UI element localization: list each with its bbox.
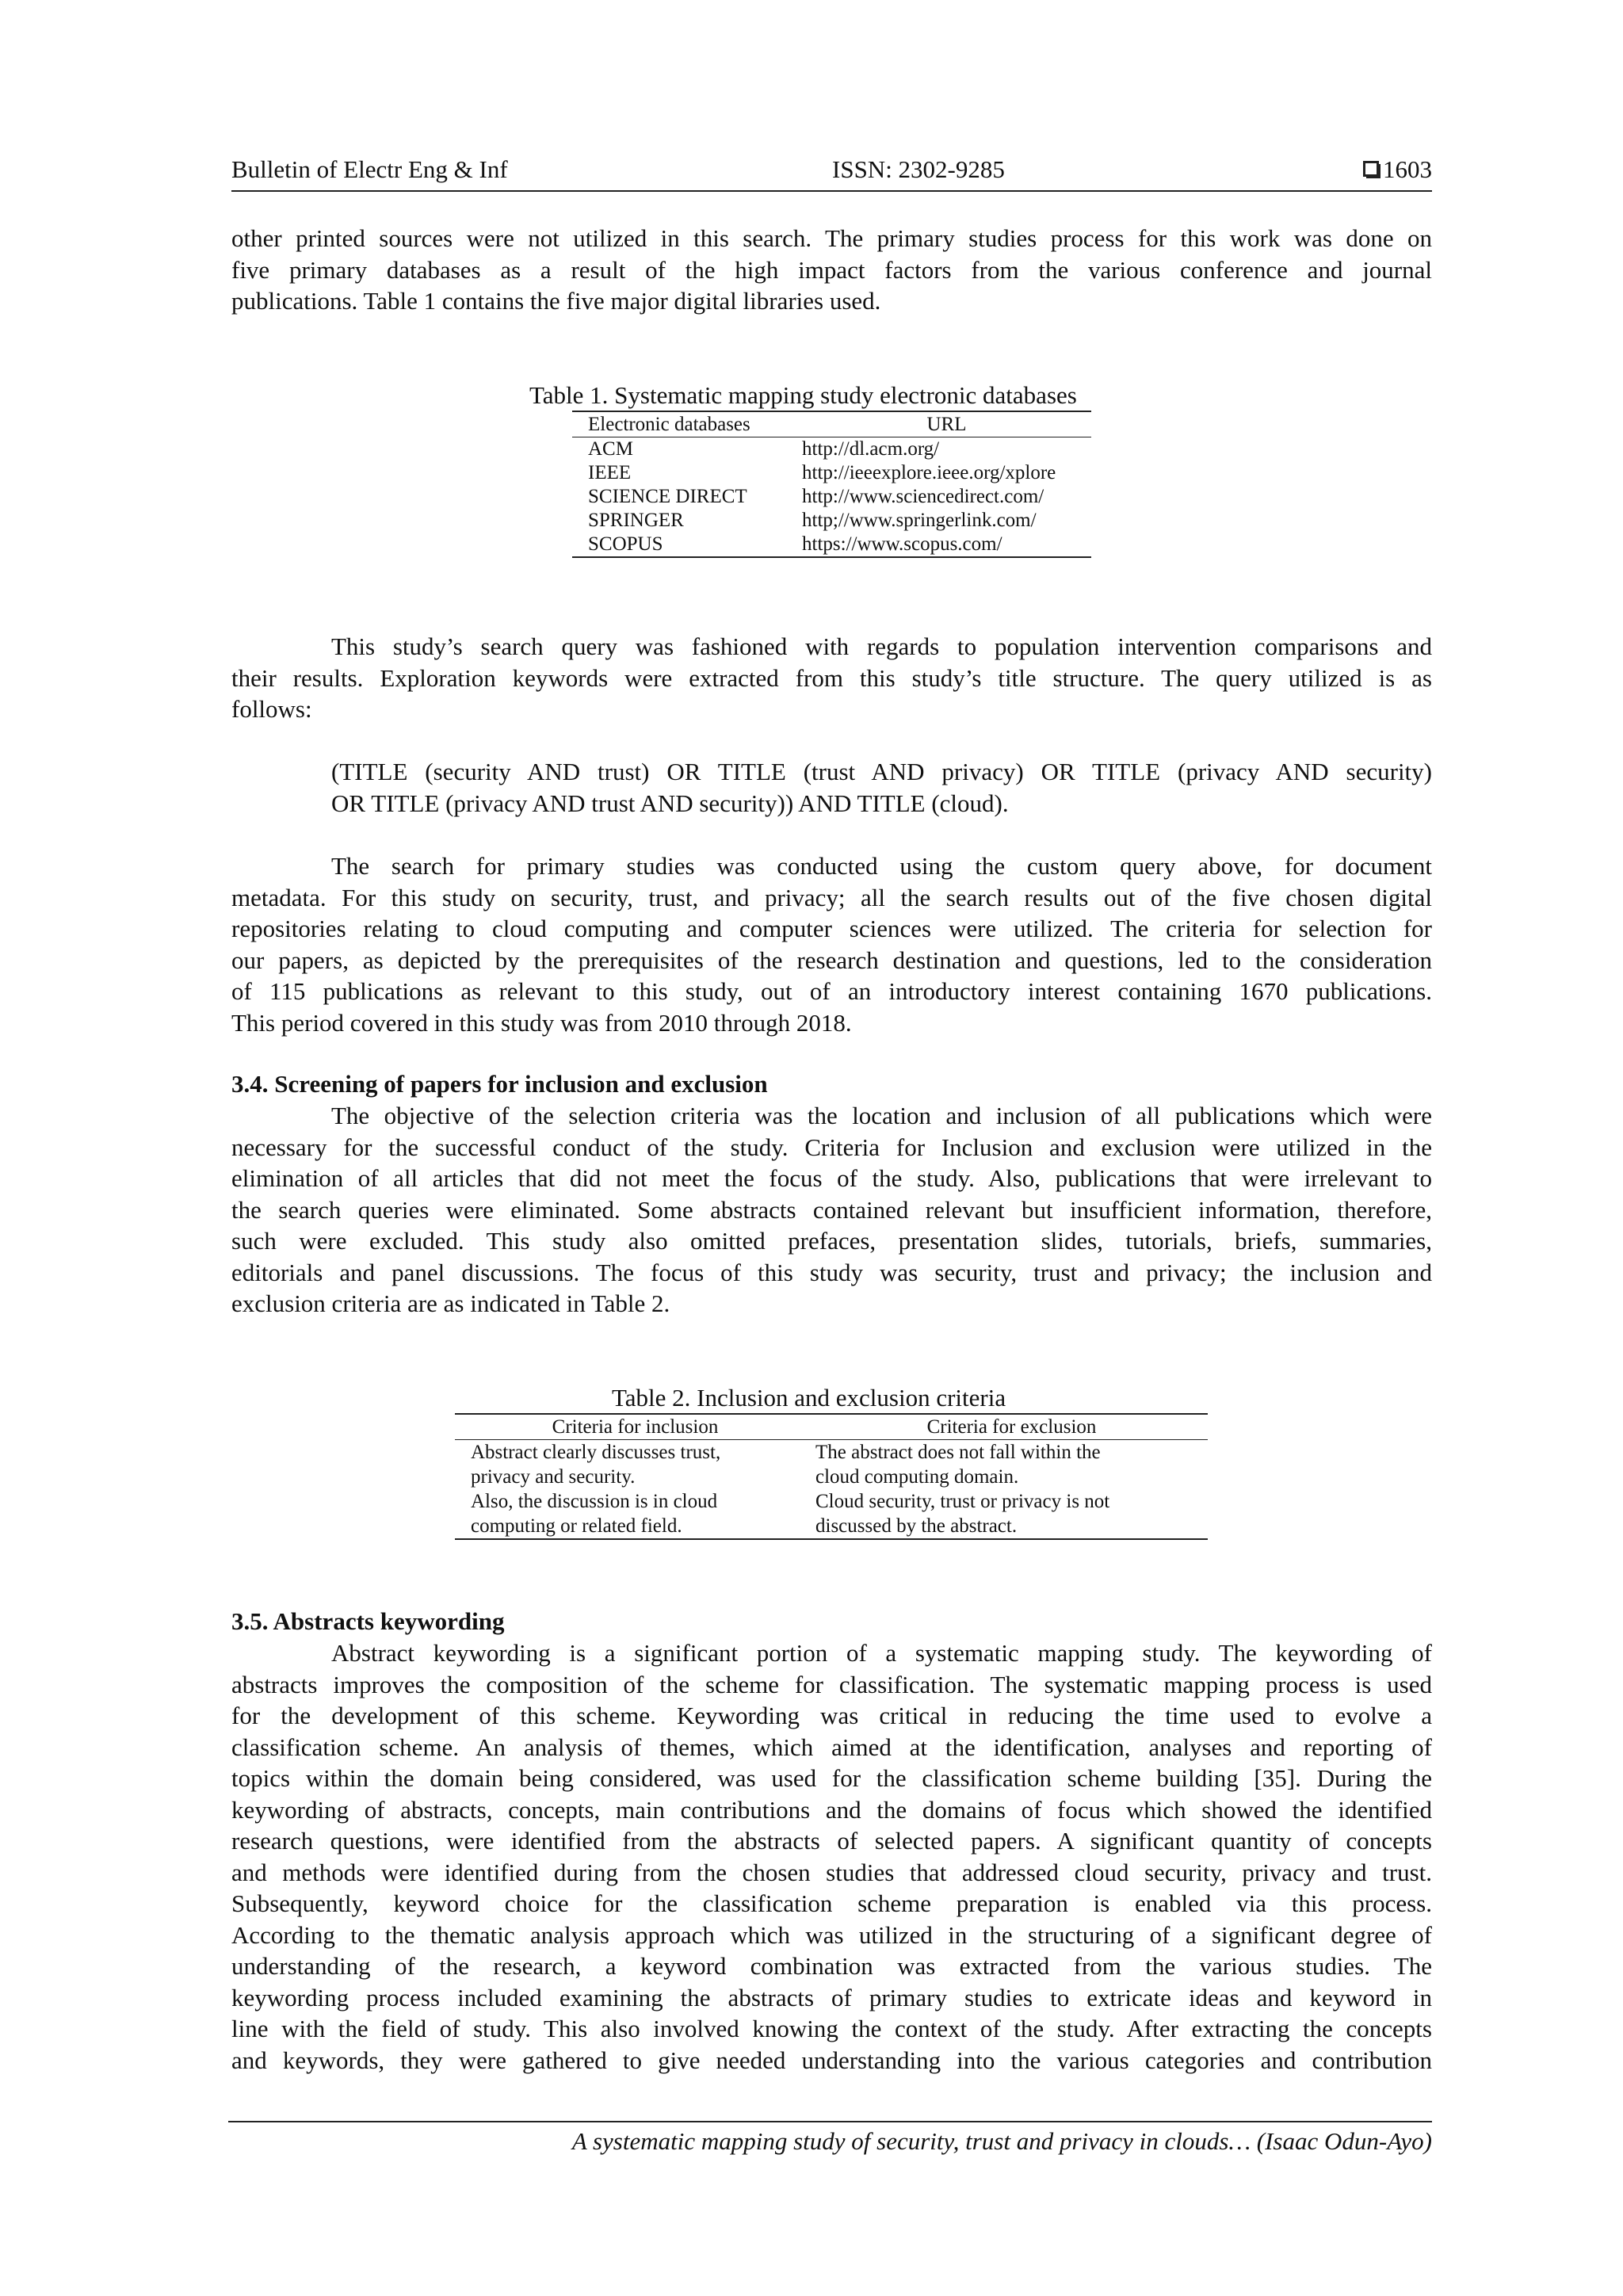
table-row — [572, 461, 1091, 485]
table-row — [455, 1465, 1208, 1489]
table-cell: Also, the discussion is in cloud — [471, 1491, 718, 1512]
table-row — [455, 1489, 1208, 1514]
text-line: understanding of the research, a keyword combination was extracted from the various studies. The — [231, 1952, 1432, 1980]
search-paragraph — [231, 850, 1432, 1038]
text-line: for the development of this scheme. Keywording was critical in reducing the time used to evolve a — [231, 1702, 1432, 1729]
table1 — [572, 411, 1091, 558]
text-line: topics within the domain being considered, was used for the classification scheme building [35]. During the — [231, 1764, 1432, 1792]
section-heading-3-5: 3.5. Abstracts keywording — [231, 1607, 505, 1635]
intro-paragraph — [231, 223, 1432, 317]
table-cell: Abstract clearly discusses trust, — [471, 1442, 721, 1463]
text-line: follows: — [231, 695, 312, 723]
query-line: (TITLE (security AND trust) OR TITLE (trust AND privacy) OR TITLE (privacy AND security) — [331, 758, 1432, 785]
table-cell: http://www.sciencedirect.com/ — [802, 486, 1044, 507]
text-line: Abstract keywording is a significant portion of a systematic mapping study. The keywording of — [331, 1639, 1432, 1667]
text-line: of 115 publications as relevant to this study, out of an introductory interest containing 1670 publications. — [231, 977, 1432, 1005]
text-line: five primary databases as a result of the high impact factors from the various conference and journal — [231, 255, 1432, 284]
section-heading-3-4: 3.4. Screening of papers for inclusion and exclusion — [231, 1070, 768, 1098]
search-query — [331, 756, 1432, 819]
query-line: OR TITLE (privacy AND trust AND security)) AND TITLE (cloud). — [331, 789, 1009, 817]
section-3-5-body — [231, 1637, 1432, 2076]
table-cell: privacy and security. — [471, 1466, 636, 1488]
table-header-row — [572, 411, 1091, 437]
table1-caption: Table 1. Systematic mapping study electronic databases — [529, 381, 1077, 409]
table-row — [572, 509, 1091, 533]
text-line: classification scheme. An analysis of themes, which aimed at the identification, analyses and reporting of — [231, 1733, 1432, 1761]
table-row — [572, 485, 1091, 509]
text-line: the search queries were eliminated. Some abstracts contained relevant but insufficient information, therefore, — [231, 1195, 1432, 1224]
table-cell: The abstract does not fall within the — [815, 1442, 1101, 1463]
page-number: 1603 — [1383, 155, 1432, 183]
text-line: such were excluded. This study also omitted prefaces, presentation slides, tutorials, briefs, summaries, — [231, 1227, 1432, 1255]
table-row — [455, 1440, 1208, 1465]
table-cell: https://www.scopus.com/ — [802, 533, 1002, 555]
table-row — [455, 1514, 1208, 1539]
section-3-4-body — [231, 1100, 1432, 1320]
table-row — [572, 437, 1091, 462]
page-box-icon — [1363, 161, 1379, 177]
table-row — [572, 533, 1091, 557]
text-line: elimination of all articles that did not meet the focus of the study. Also, publications that were irrelevant to — [231, 1164, 1432, 1192]
column-header: Criteria for inclusion — [455, 1414, 815, 1440]
text-line: This study’s search query was fashioned with regards to population intervention comparisons and — [331, 632, 1432, 660]
text-line: keywording process included examining the abstracts of primary studies to extricate ideas and keyword in — [231, 1983, 1432, 2011]
text-line: publications. Table 1 contains the five major digital libraries used. — [231, 287, 881, 315]
text-line: This period covered in this study was from 2010 through 2018. — [231, 1008, 852, 1037]
text-line: abstracts improves the composition of the scheme for classification. The systematic mapping process is used — [231, 1670, 1432, 1698]
footer-rule — [228, 2121, 1432, 2122]
column-header: Criteria for exclusion — [815, 1414, 1208, 1440]
text-line: line with the field of study. This also involved knowing the context of the study. After extracting the concepts — [231, 2015, 1432, 2042]
text-line: repositories relating to cloud computing and computer sciences were utilized. The criteria for selection for — [231, 915, 1432, 942]
text-line: and keywords, they were gathered to give needed understanding into the various categories and contribution — [231, 2046, 1432, 2074]
table-cell: SCOPUS — [588, 533, 663, 555]
table-cell: cloud computing domain. — [815, 1466, 1019, 1488]
table-cell: ACM — [588, 438, 633, 460]
text-line: editorials and panel discussions. The focus of this study was security, trust and privacy; the inclusion and — [231, 1258, 1432, 1286]
text-line: their results. Exploration keywords were extracted from this study’s title structure. The query utilized is as — [231, 663, 1432, 692]
column-header: Electronic databases — [572, 411, 802, 437]
text-line: exclusion criteria are as indicated in Table 2. — [231, 1289, 670, 1317]
table-cell: discussed by the abstract. — [815, 1515, 1018, 1537]
query-intro-paragraph — [231, 631, 1432, 725]
text-line: necessary for the successful conduct of the study. Criteria for Inclusion and exclusion were utilized in the — [231, 1133, 1432, 1161]
text-line: other printed sources were not utilized in this search. The primary studies process for this work was done on — [231, 224, 1432, 252]
table-header-row — [455, 1414, 1208, 1440]
table-cell: SCIENCE DIRECT — [588, 486, 747, 507]
running-footer: A systematic mapping study of security, trust and privacy in clouds… (Isaac Odun-Ayo) — [571, 2127, 1432, 2155]
text-line: keywording of abstracts, concepts, main contributions and the domains of focus which showed the identified — [231, 1795, 1432, 1824]
text-line: The objective of the selection criteria was the location and inclusion of all publications which were — [331, 1102, 1432, 1129]
text-line: and methods were identified during from the chosen studies that addressed cloud security, privacy and trust. — [231, 1858, 1432, 1886]
text-line: metadata. For this study on security, trust, and privacy; all the search results out of the five chosen digital — [231, 883, 1432, 911]
running-header — [231, 154, 1432, 192]
table-cell: http://dl.acm.org/ — [802, 438, 940, 460]
text-line: According to the thematic analysis approach which was utilized in the structuring of a significant degree of — [231, 1920, 1432, 1949]
table-cell: http://ieeexplore.ieee.org/xplore — [802, 462, 1056, 483]
table2 — [455, 1413, 1208, 1540]
table-cell: IEEE — [588, 462, 632, 483]
text-line: our papers, as depicted by the prerequisites of the research destination and questions, led to the consideration — [231, 946, 1432, 974]
journal-name: Bulletin of Electr Eng & Inf — [231, 155, 508, 183]
text-line: Subsequently, keyword choice for the classification scheme preparation is enabled via this process. — [231, 1889, 1432, 1917]
text-line: The search for primary studies was conducted using the custom query above, for document — [331, 852, 1432, 880]
table-cell: Cloud security, trust or privacy is not — [815, 1491, 1110, 1512]
column-header: URL — [802, 411, 1091, 437]
table-cell: computing or related field. — [471, 1515, 682, 1537]
table2-caption: Table 2. Inclusion and exclusion criteria — [612, 1384, 1006, 1412]
table-cell: http;//www.springerlink.com/ — [802, 510, 1037, 531]
text-line: research questions, were identified from the abstracts of selected papers. A significant quantity of concepts — [231, 1827, 1432, 1855]
table-cell: SPRINGER — [588, 510, 684, 531]
issn: ISSN: 2302-9285 — [832, 155, 1005, 183]
